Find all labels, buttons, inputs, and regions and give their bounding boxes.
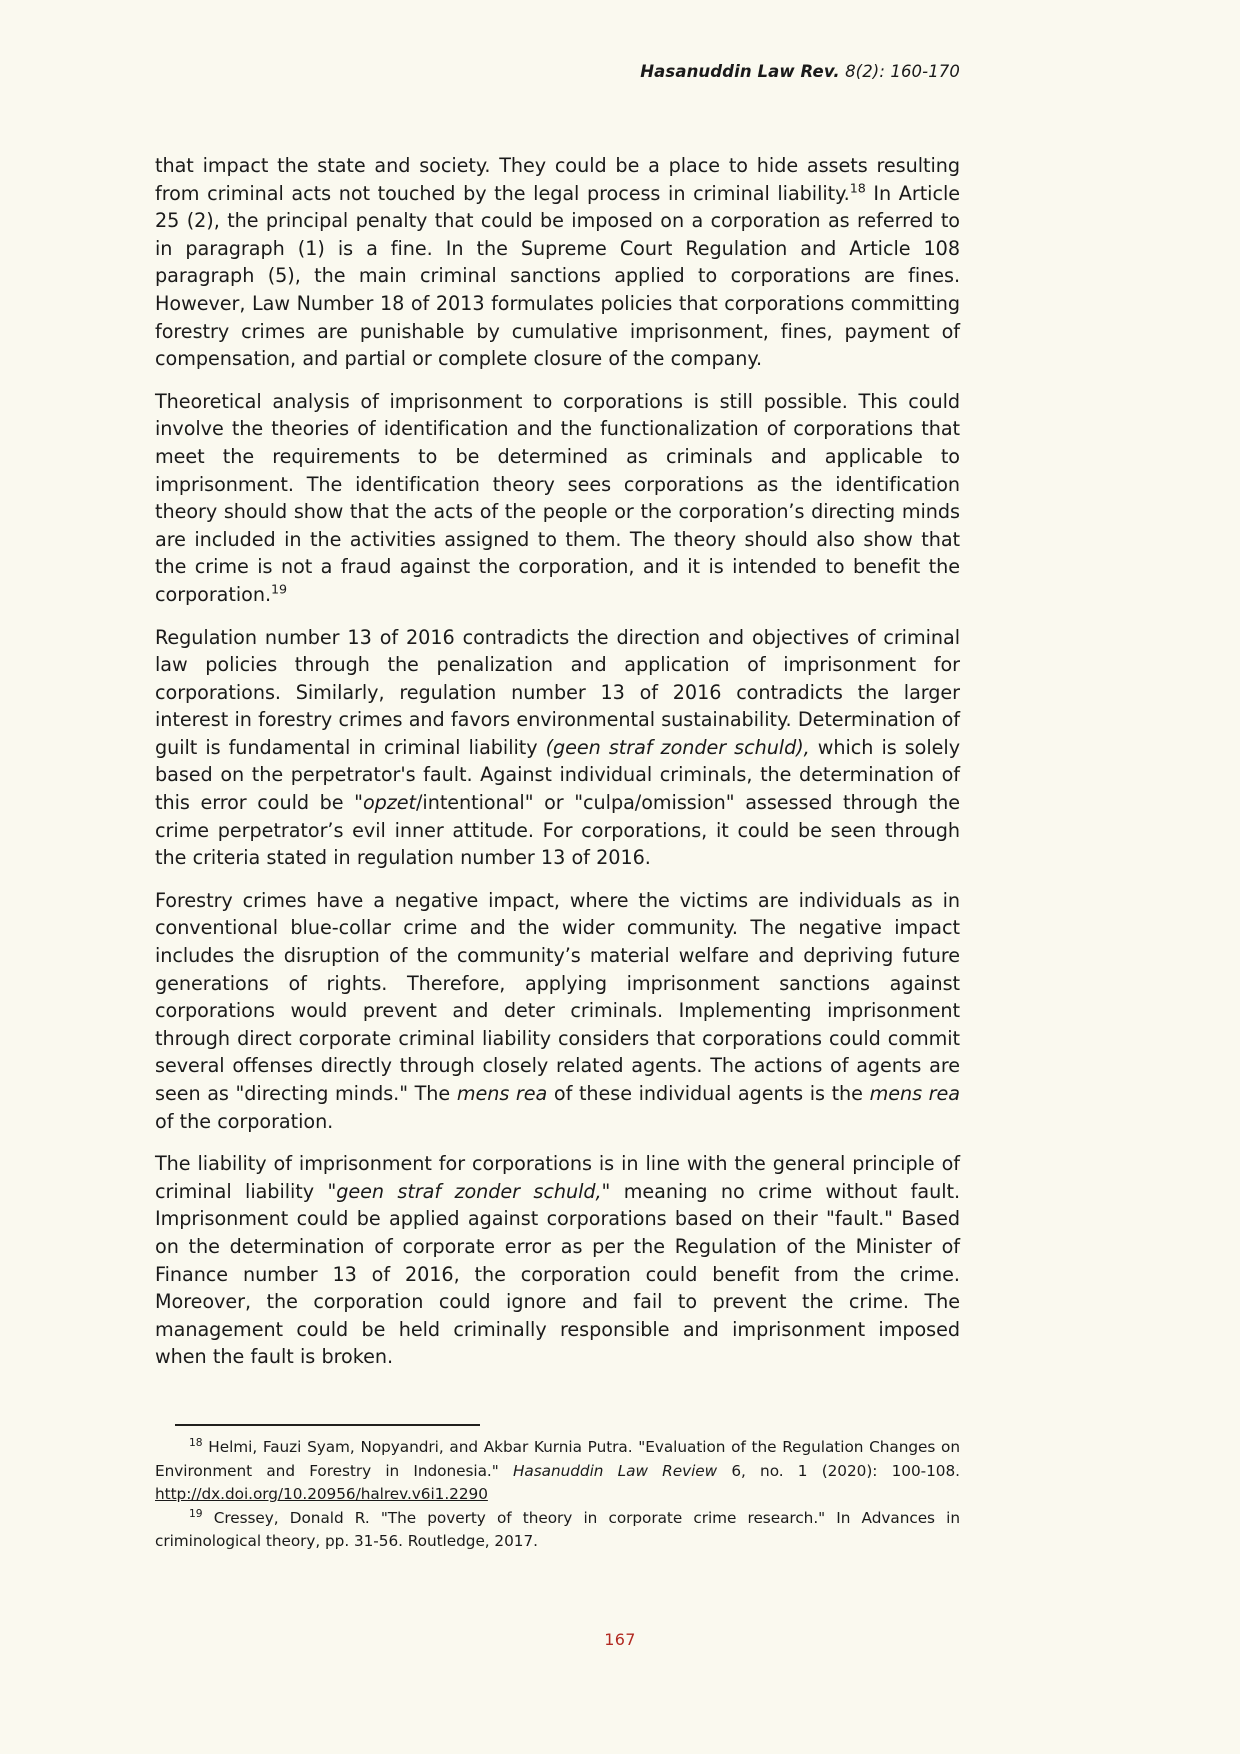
text-run: Theoretical analysis of imprisonment to corporations is still possible. This could involve the theories of identification and the functionalization of corporations that meet the requirements to be determined as criminals and applicable to imprisonment. The identification theory sees corporations as the identification theory should show that the acts of the people or the corporation’s directing minds are included in the activities assigned to them. The theory should also show that the crime is not a fraud against the corporation, and it is intended to benefit the corporation. xyxy=(155,389,960,606)
text-run: Regulation number 13 of 2016 contradicts the direction and objectives of criminal law policies through the penalization and application of imprisonment for corporations. Similarly, regulation number 13 of 2016 contradicts the larger interest in forestry crimes and favors environmental sustainability. Determination of guilt is fundamental in criminal liability xyxy=(155,625,960,759)
emphasis-text: Hasanuddin Law Review xyxy=(512,1461,718,1480)
text-run: /intentional" or "culpa/omission" assessed through the crime perpetrator’s evil inner attitude. For corporations, it could be seen through the criteria stated in regulation number 13 of 2016. xyxy=(155,791,960,870)
footnote-number: 19 xyxy=(189,1506,203,1520)
footnote-number: 18 xyxy=(189,1435,203,1449)
text-run: of these individual agents is the xyxy=(547,1082,870,1105)
emphasis-text: mens rea xyxy=(456,1082,548,1105)
footnotes-section xyxy=(155,1424,960,1554)
running-head-journal: Hasanuddin Law Rev. xyxy=(640,62,840,81)
text-run: Helmi, Fauzi Syam, Nopyandri, and Akbar Kurnia Putra. "Evaluation of the Regulation Changes on Environment and Forestry in Indonesia." xyxy=(155,1438,960,1480)
footnote-marker[interactable]: 19 xyxy=(271,581,288,597)
text-run: 6, no. 1 (2020): 100-108. xyxy=(717,1461,960,1480)
text-run: Forestry crimes have a negative impact, where the victims are individuals as in conventional blue-collar crime and the wider community. The negative impact includes the disruption of the community’s material welfare and depriving future generations of rights. Therefore, applying imprisonment sanctions against corporations would prevent and deter criminals. Implementing imprisonment through direct corporate criminal liability considers that corporations could commit several offenses directly through closely related agents. The actions of agents are seen as "directing minds." The xyxy=(155,888,960,1105)
text-run: that impact the state and society. They could be a place to hide assets resulting from criminal acts not touched by the legal process in criminal liability. xyxy=(155,154,960,205)
emphasis-text: opzet xyxy=(362,791,417,815)
doi-link[interactable]: http://dx.doi.org/10.20956/halrev.v6i1.2290 xyxy=(155,1485,488,1503)
footnote-separator-rule xyxy=(175,1424,480,1426)
running-head-volume: 8(2): 160-170 xyxy=(845,62,960,81)
footnote-19 xyxy=(155,1507,960,1554)
text-run: In Article 25 (2), the principal penalty that could be imposed on a corporation as referred to in paragraph (1) is a fine. In the Supreme Court Regulation and Article 108 paragraph (5), the main criminal sanctions applied to corporations are fines. However, Law Number 18 of 2013 formulates policies that corporations committing forestry crimes are punishable by cumulative imprisonment, fines, payment of compensation, and partial or complete closure of the company. xyxy=(155,181,960,371)
text-run: of the corporation. xyxy=(155,1109,334,1133)
body-text-column xyxy=(155,152,960,1371)
text-run: Cressey, Donald R. "The poverty of theory in corporate crime research." In Advances in criminological theory, pp. 31-56. Routledge, 2017. xyxy=(155,1508,960,1550)
para-1 xyxy=(155,152,960,373)
para-4 xyxy=(155,887,960,1135)
para-3 xyxy=(155,624,960,872)
running-head xyxy=(155,62,960,81)
page-number: 167 xyxy=(604,1630,636,1649)
text-run: meaning no crime without fault. Imprisonment could be applied against corporations based on their "fault." Based on the determination of corporate error as per the Regulation of the Minister of Finance number 13 of 2016, the corporation could benefit from the crime. Moreover, the corporation could ignore and fail to prevent the crime. The management could be held criminally responsible and imprisonment imposed when the fault is broken. xyxy=(155,1179,960,1369)
emphasis-text: (geen straf zonder schuld), xyxy=(545,735,810,759)
text-run: which is solely based on the perpetrator's fault. Against individual criminals, the determination of this error could be " xyxy=(155,735,960,815)
para-5 xyxy=(155,1150,960,1371)
footnote-marker[interactable]: 18 xyxy=(849,180,866,196)
footnote-18 xyxy=(155,1436,960,1507)
emphasis-text: mens rea xyxy=(869,1082,960,1105)
para-2 xyxy=(155,388,960,609)
emphasis-text: "geen straf zonder schuld," xyxy=(327,1179,611,1203)
text-run: The liability of imprisonment for corporations is in line with the general principle of criminal liability xyxy=(155,1152,960,1203)
